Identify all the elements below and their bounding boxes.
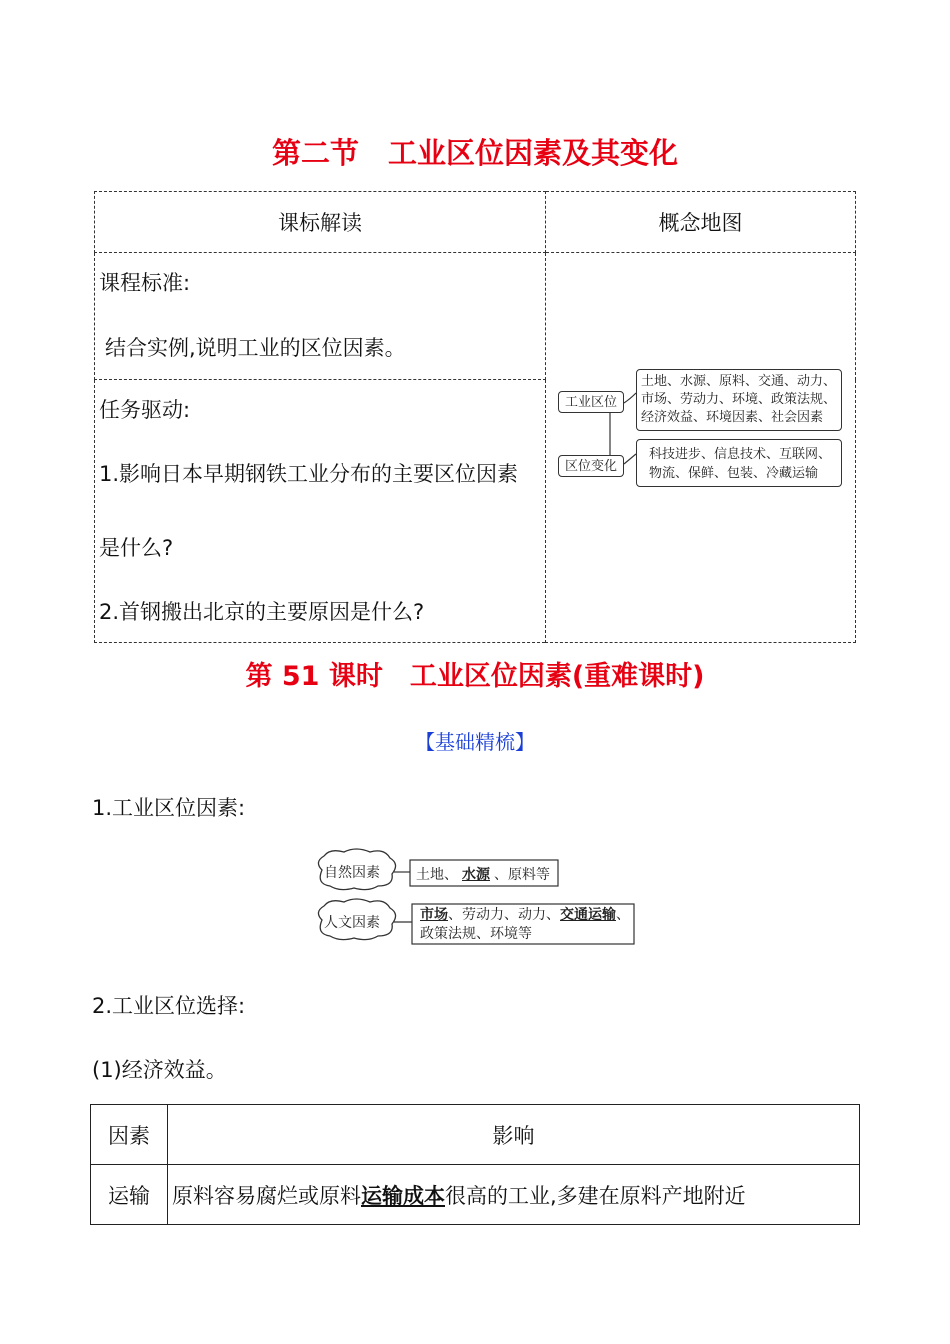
- detail-line: 科技进步、信息技术、互联网、: [649, 446, 832, 461]
- detail-line: 物流、保鲜、包装、冷藏运输: [649, 465, 819, 480]
- task-1-line-a: 1.影响日本早期钢铁工业分布的主要区位因素: [99, 462, 519, 486]
- factor-diagram: [312, 848, 642, 948]
- col-header-concept-map: 概念地图: [546, 192, 856, 253]
- effect-bold: 运输成本: [361, 1183, 445, 1208]
- task-cell: [95, 380, 546, 643]
- detail-line: 土地、水源、原料、交通、动力、: [641, 373, 837, 388]
- item-2-1-heading: (1)经济效益。: [92, 1058, 227, 1082]
- detail-line: 市场、劳动力、环境、政策法规、: [641, 391, 837, 406]
- natural-factor-items: [416, 864, 550, 884]
- node-location-change: 区位变化: [558, 455, 624, 477]
- row-effect-transport: [168, 1165, 860, 1225]
- detail-line: 经济效益、环境因素、社会因素: [641, 409, 824, 424]
- basics-label: 【基础精梳】: [415, 730, 535, 754]
- lesson-title: 第 51 课时 工业区位因素(重难课时): [245, 661, 705, 692]
- concept-map-cell: [546, 253, 856, 643]
- effect-post: 很高的工业,多建在原料产地附近: [445, 1183, 746, 1208]
- human-factor-label: 人文因素: [324, 916, 380, 931]
- standard-label: 课程标准:: [99, 271, 191, 295]
- natural-factor-label: 自然因素: [324, 866, 380, 881]
- section-title: 第二节 工业区位因素及其变化: [271, 136, 678, 170]
- item-1-heading: 1.工业区位因素:: [92, 796, 246, 820]
- human-bold-transport: 交通运输: [560, 908, 616, 923]
- standard-text: 结合实例,说明工业的区位因素。: [105, 336, 406, 360]
- human-mid: 、劳动力、动力、: [448, 908, 560, 923]
- task-2: 2.首钢搬出北京的主要原因是什么?: [99, 600, 425, 624]
- standard-cell: [95, 253, 546, 380]
- header-effect: 影响: [168, 1105, 860, 1165]
- human-line-2: 政策法规、环境等: [420, 927, 532, 942]
- human-bold-market: 市场: [420, 908, 448, 923]
- effect-pre: 原料容易腐烂或原料: [172, 1183, 361, 1208]
- natural-post: 、原料等: [494, 868, 550, 883]
- natural-pre: 土地、: [416, 868, 458, 883]
- row-factor-transport: 运输: [91, 1165, 168, 1225]
- col-header-interpretation: 课标解读: [95, 192, 546, 253]
- natural-bold: 水源: [462, 868, 490, 883]
- human-tail: 、: [616, 908, 630, 923]
- node-industrial-location: 工业区位: [558, 391, 624, 413]
- concept-map: [546, 253, 855, 641]
- task-label: 任务驱动:: [99, 398, 191, 422]
- item-2-heading: 2.工业区位选择:: [92, 994, 246, 1018]
- curriculum-table: [94, 191, 856, 643]
- economic-benefit-table: [90, 1104, 860, 1225]
- node-location-change-detail: [636, 439, 842, 487]
- human-factor-items: [420, 906, 630, 944]
- header-factor: 因素: [91, 1105, 168, 1165]
- task-1-line-b: 是什么?: [99, 536, 174, 560]
- node-industrial-location-detail: [636, 369, 842, 431]
